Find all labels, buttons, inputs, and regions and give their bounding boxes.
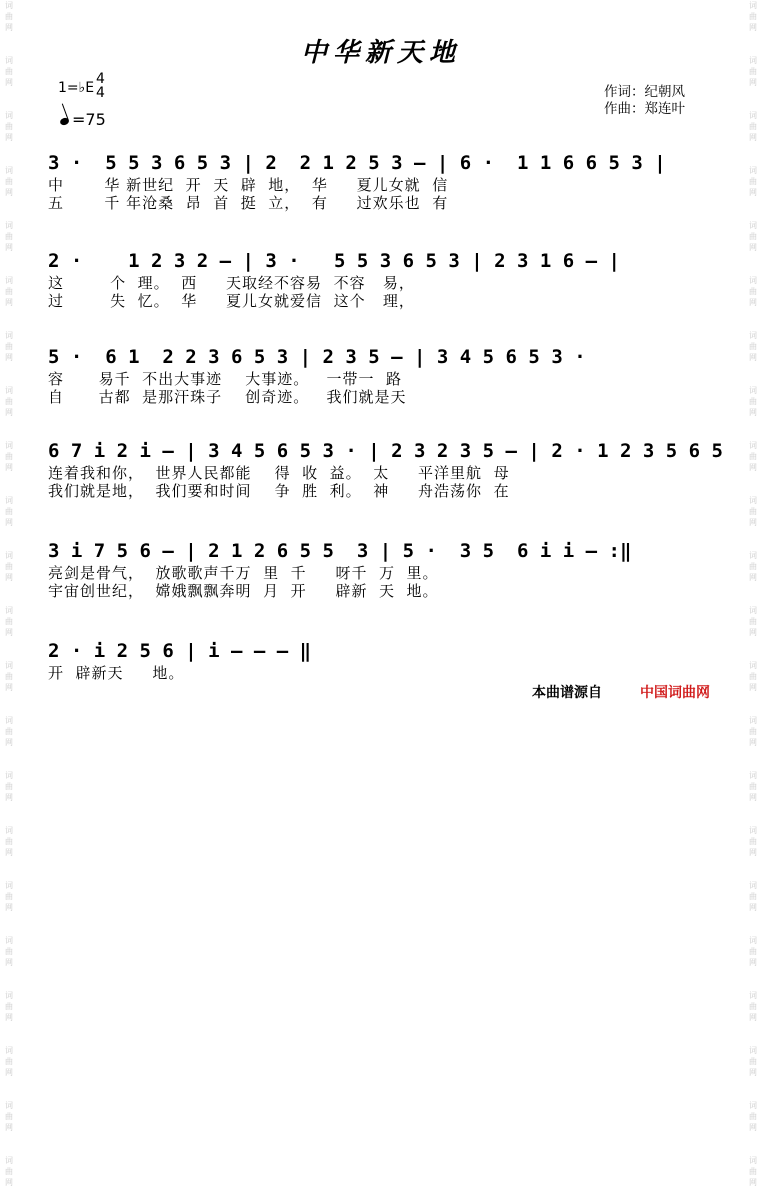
notes-line: 2 · i 2 5 6 | i – – – ‖	[48, 640, 312, 662]
tempo-mark	[60, 110, 106, 129]
quarter-note-icon	[59, 117, 70, 127]
key-signature: 1=♭E	[58, 80, 95, 96]
watermark-right: 词 曲 网 词 曲 网 词 曲 网 词 曲 网 词 曲 网 词 曲 网 词 曲 网 词 曲 网 词 曲 网 词 曲 网 词 曲 网 词 曲 网 词 曲 网 词 曲 网 词 曲 网 词 曲 网 词 曲 网 词 曲 网 词 曲 网 词 曲 网 词 曲 网 词 曲 网	[749, 1, 757, 1187]
credits	[604, 84, 685, 118]
notes-line: 6 7 i 2 i – | 3 4 5 6 5 3 · | 2 3 2 3 5 – | 2 · 1 2 3 5 6 5	[48, 440, 723, 462]
lyrics-verse-1: 连着我和你， 世界人民都能 得 收 益。 太 平洋里航 母	[48, 464, 510, 482]
notes-line: 3 i 7 5 6 – | 2 1 2 6 5 5 3 | 5 · 3 5 6 i i – :‖	[48, 540, 632, 562]
lyrics-verse-1: 容 易千 不出大事迹 大事迹。 一带一 路	[48, 370, 403, 388]
song-title: 中华新天地	[300, 38, 461, 68]
source-label: 本曲谱源自	[532, 685, 602, 701]
lyrics-verse-2: 五 千 年沧桑 昂 首 挺 立， 有 过欢乐也 有	[48, 194, 449, 212]
lyrics-verse-2: 宇宙创世纪， 嫦娥飘飘奔明 月 开 辟新 天 地。	[48, 582, 439, 600]
lyrics-verse-1: 亮剑是骨气， 放歌歌声千万 里 千 呀千 万 里。	[48, 564, 439, 582]
meter-bottom: 4	[96, 85, 105, 101]
lyrics-verse-2: 自 古都 是那汗珠子 创奇迹。 我们就是天	[48, 388, 407, 406]
notes-line: 2 · 1 2 3 2 – | 3 · 5 5 3 6 5 3 | 2 3 1 6 – |	[48, 250, 620, 272]
lyrics-verse-1: 开 辟新天 地。	[48, 664, 185, 682]
lyrics-verse-2: 我们就是地， 我们要和时间 争 胜 利。 神 舟浩荡你 在	[48, 482, 510, 500]
time-signature	[96, 72, 105, 100]
score-system-4	[48, 438, 728, 500]
meter-top: 4	[96, 71, 105, 87]
watermark-left: 词 曲 网 词 曲 网 词 曲 网 词 曲 网 词 曲 网 词 曲 网 词 曲 网 词 曲 网 词 曲 网 词 曲 网 词 曲 网 词 曲 网 词 曲 网 词 曲 网 词 曲 网 词 曲 网 词 曲 网 词 曲 网 词 曲 网 词 曲 网 词 曲 网 词 曲 网	[5, 1, 13, 1187]
lyrics-verse-1: 这 个 理。 西 天取经不容易 不容 易，	[48, 274, 415, 292]
score-system-3	[48, 344, 728, 406]
lyrics-verse-2	[48, 682, 728, 700]
lyricist: 作词：纪朝风	[604, 84, 685, 100]
notes-line: 5 · 6 1 2 2 3 6 5 3 | 2 3 5 – | 3 4 5 6 5 3 ·	[48, 346, 586, 368]
score-system-2	[48, 248, 728, 310]
lyrics-verse-1: 中 华 新世纪 开 天 辟 地， 华 夏儿女就 信	[48, 176, 449, 194]
score-system-5	[48, 538, 728, 600]
score-system-1	[48, 150, 728, 212]
lyrics-verse-2: 过 失 忆。 华 夏儿女就爱信 这个 理，	[48, 292, 415, 310]
tempo-value: =75	[72, 110, 106, 129]
score-system-6	[48, 638, 728, 700]
composer: 作曲：郑连叶	[604, 101, 685, 117]
notes-line: 3 · 5 5 3 6 5 3 | 2 2 1 2 5 3 – | 6 · 1 1 6 6 5 3 |	[48, 152, 666, 174]
site-name[interactable]: 中国词曲网	[640, 685, 710, 701]
